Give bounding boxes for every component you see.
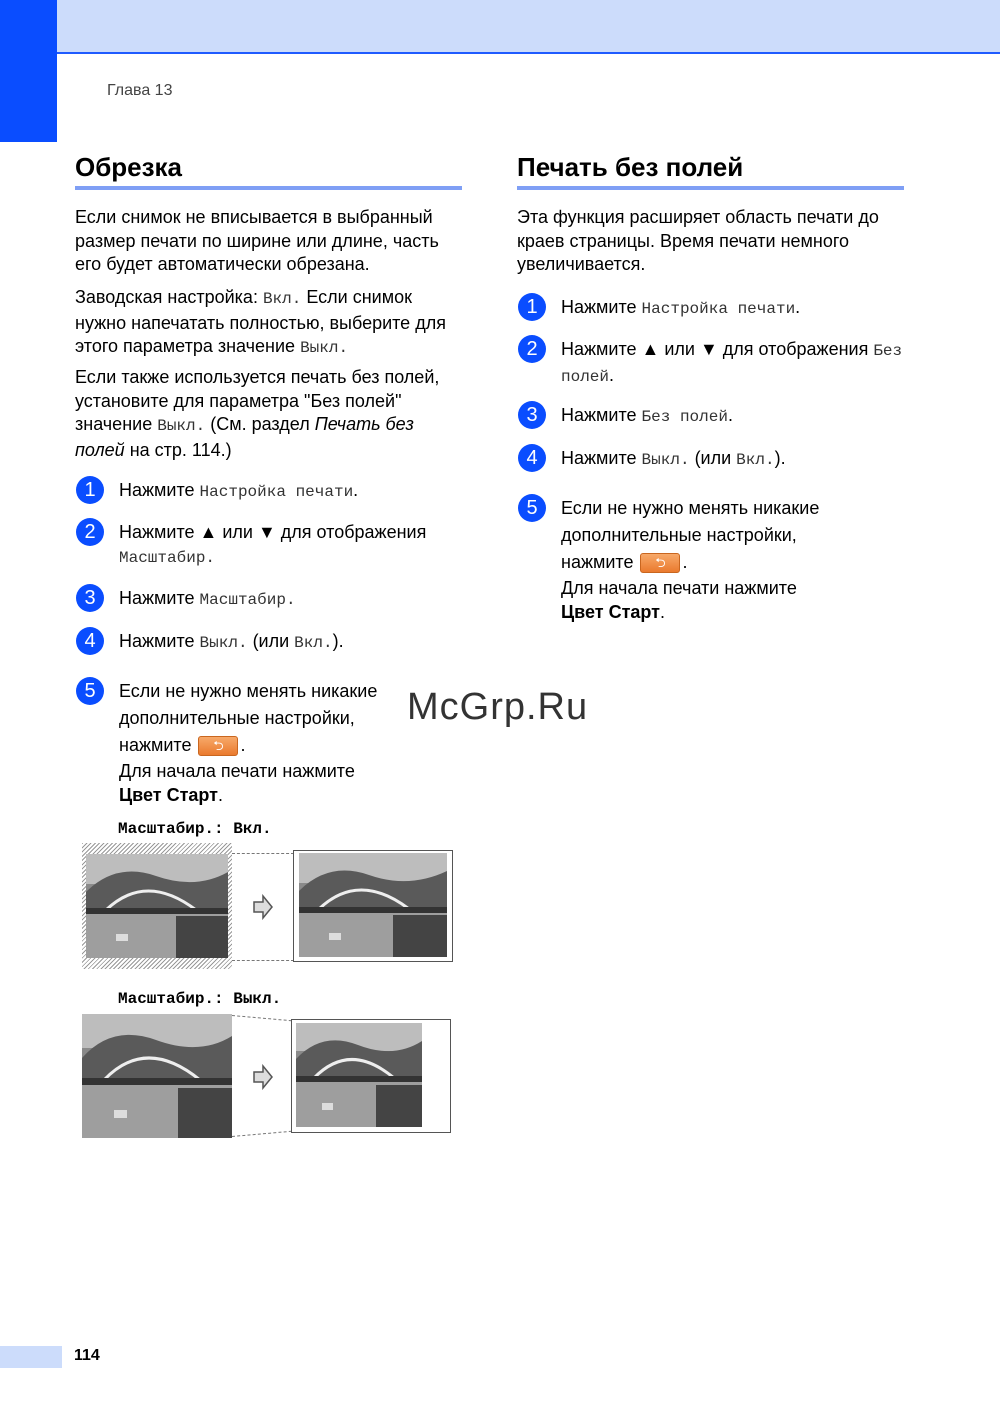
page-number: 114 [74,1347,100,1364]
left-para-2: Заводская настройка: Вкл. Если снимок нужно напечатать полностью, выберите для этого параметра значение Выкл. [75,287,446,357]
guide-line [232,1015,292,1021]
left-para-3: Если также используется печать без полей, установите для параметра "Без полей" значение Выкл. (См. раздел Печать без полей на стр. 114.) [75,367,440,460]
landscape-photo [86,854,228,958]
step-text: Нажмите Без полей. [561,405,733,426]
step-text: Нажмите ▲ или ▼ для отображения Масштабир. [119,522,427,567]
step-number: 3 [518,401,546,429]
step-text: Нажмите Настройка печати. [119,480,359,501]
top-band [0,0,1000,54]
step-text: Нажмите Выкл. (или Вкл.). [561,448,786,469]
guide-line [232,960,294,961]
step-text: Если не нужно менять никакие дополнительные настройки, нажмите ⮌ . [561,498,820,572]
step-text: Если не нужно менять никакие дополнительные настройки, нажмите ⮌ . [119,681,378,755]
guide-line [232,853,294,854]
step-number: 4 [76,627,104,655]
step-text: Нажмите ▲ или ▼ для отображения Без полей. [561,339,903,386]
guide-line [232,1131,292,1137]
step-text: Нажмите Настройка печати. [561,297,801,318]
title-rule [517,186,904,190]
landscape-photo [296,1023,422,1127]
step-text-cont: Для начала печати нажмите Цвет Старт. [119,761,355,805]
step-number: 3 [76,584,104,612]
section-title-cropping: Обрезка [75,152,183,182]
landscape-photo [82,1014,232,1138]
chapter-label: Глава 13 [107,82,173,99]
step-number: 4 [518,444,546,472]
step-text-cont: Для начала печати нажмите Цвет Старт. [561,578,797,622]
title-rule [75,186,462,190]
back-key-icon: ⮌ [198,736,238,756]
caption-zoom-off: Масштабир.: Выкл. [118,990,282,1008]
section-title-borderless: Печать без полей [517,152,744,182]
caption-zoom-on: Масштабир.: Вкл. [118,820,272,838]
watermark: McGrp.Ru [407,686,589,728]
step-text: Нажмите Масштабир. [119,588,296,609]
chapter-tab [0,0,57,142]
step-number: 1 [76,476,104,504]
right-para-1: Эта функция расширяет область печати до краев страницы. Время печати немного увеличивается. [517,207,879,274]
arrow-right-icon [252,1064,274,1090]
step-number: 5 [518,494,546,522]
left-para-1: Если снимок не вписывается в выбранный размер печати по ширине или длине, часть его будет автоматически обрезана. [75,207,439,274]
back-key-icon: ⮌ [640,553,680,573]
step-number: 5 [76,677,104,705]
arrow-right-icon [252,894,274,920]
step-text: Нажмите Выкл. (или Вкл.). [119,631,344,652]
footer-band [0,1346,62,1368]
step-number: 1 [518,293,546,321]
step-number: 2 [76,518,104,546]
step-number: 2 [518,335,546,363]
landscape-photo [299,853,447,957]
